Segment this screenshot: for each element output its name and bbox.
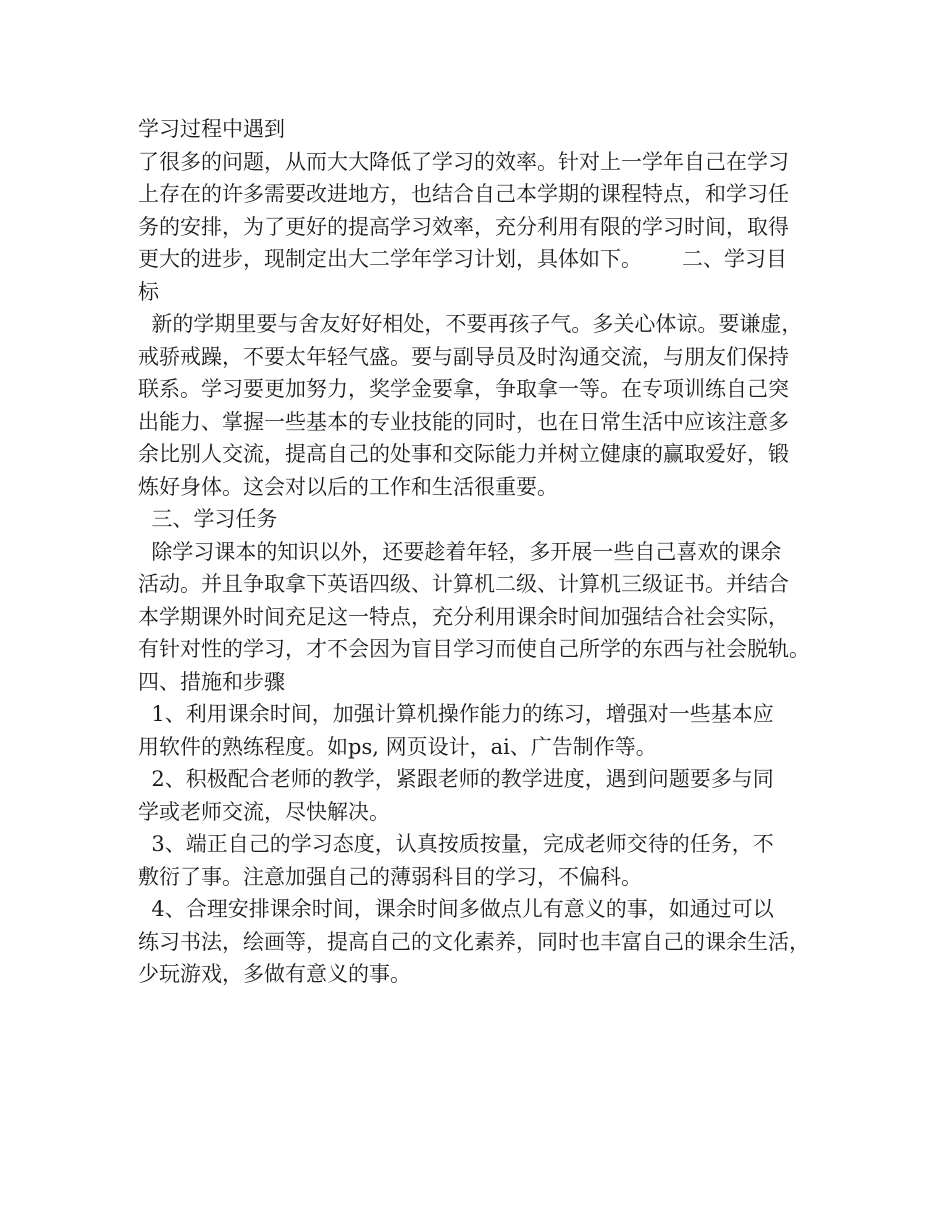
text-line: 敷衍了事。注意加强自己的薄弱科目的学习，不偏科。 [138,864,642,889]
text-line: 更大的进步，现制定出大二学年学习计划，具体如下。 二、学习目 [138,247,788,271]
text-line: 练习书法，绘画等，提高自己的文化素养，同时也丰富自己的课余生活， [138,929,810,954]
text-line: 炼好身体。这会对以后的工作和生活很重要。 [138,474,558,499]
text-line: 了很多的问题，从而大大降低了学习的效率。针对上一学年自己在学习 [138,149,789,174]
section-heading: 四、措施和步骤 [138,669,285,694]
text-line: 1、利用课余时间，加强计算机操作能力的练习，增强对一些基本应 [138,702,774,726]
text-line: 标 [138,279,159,304]
text-line: 学习过程中遇到 [138,117,285,141]
text-line: 出能力、掌握一些基本的专业技能的同时，也在日常生活中应该注意多 [138,409,789,434]
text-line: 上存在的许多需要改进地方，也结合自己本学期的课程特点，和学习任 [138,182,789,206]
text-line: 除学习课本的知识以外，还要趁着年轻，多开展一些自己喜欢的课余 [138,539,782,564]
text-line: 有针对性的学习，才不会因为盲目学习而使自己所学的东西与社会脱轨。 [138,637,810,661]
text-line: 3、端正自己的学习态度，认真按质按量，完成老师交待的任务，不 [138,832,774,856]
text-line: 联系。学习要更加努力，奖学金要拿，争取拿一等。在专项训练自己突 [138,377,789,401]
text-line: 务的安排，为了更好的提高学习效率，充分利用有限的学习时间，取得 [138,214,789,239]
text-line: 2、积极配合老师的教学，紧跟老师的教学进度，遇到问题要多与同 [138,767,774,791]
text-line: 余比别人交流，提高自己的处事和交际能力并树立健康的赢取爱好，锻 [138,442,789,466]
document-body [138,113,838,991]
text-line: 活动。并且争取拿下英语四级、计算机二级、计算机三级证书。并结合 [138,572,789,596]
text-line: 4、合理安排课余时间，课余时间多做点儿有意义的事，如通过可以 [138,897,774,921]
text-line: 学或老师交流，尽快解决。 [138,799,390,824]
text-line: 本学期课外时间充足这一特点，充分利用课余时间加强结合社会实际， [138,604,789,629]
text-line: 新的学期里要与舍友好好相处，不要再孩子气。多关心体谅。要谦虚， [138,312,803,336]
text-line: 用软件的熟练程度。如ps, 网页设计，ai、广告制作等。 [138,734,657,759]
text-line: 戒骄戒躁，不要太年轻气盛。要与副导员及时沟通交流，与朋友们保持 [138,344,789,369]
text-line: 少玩游戏，多做有意义的事。 [138,962,411,986]
section-heading: 三、学习任务 [138,507,278,531]
